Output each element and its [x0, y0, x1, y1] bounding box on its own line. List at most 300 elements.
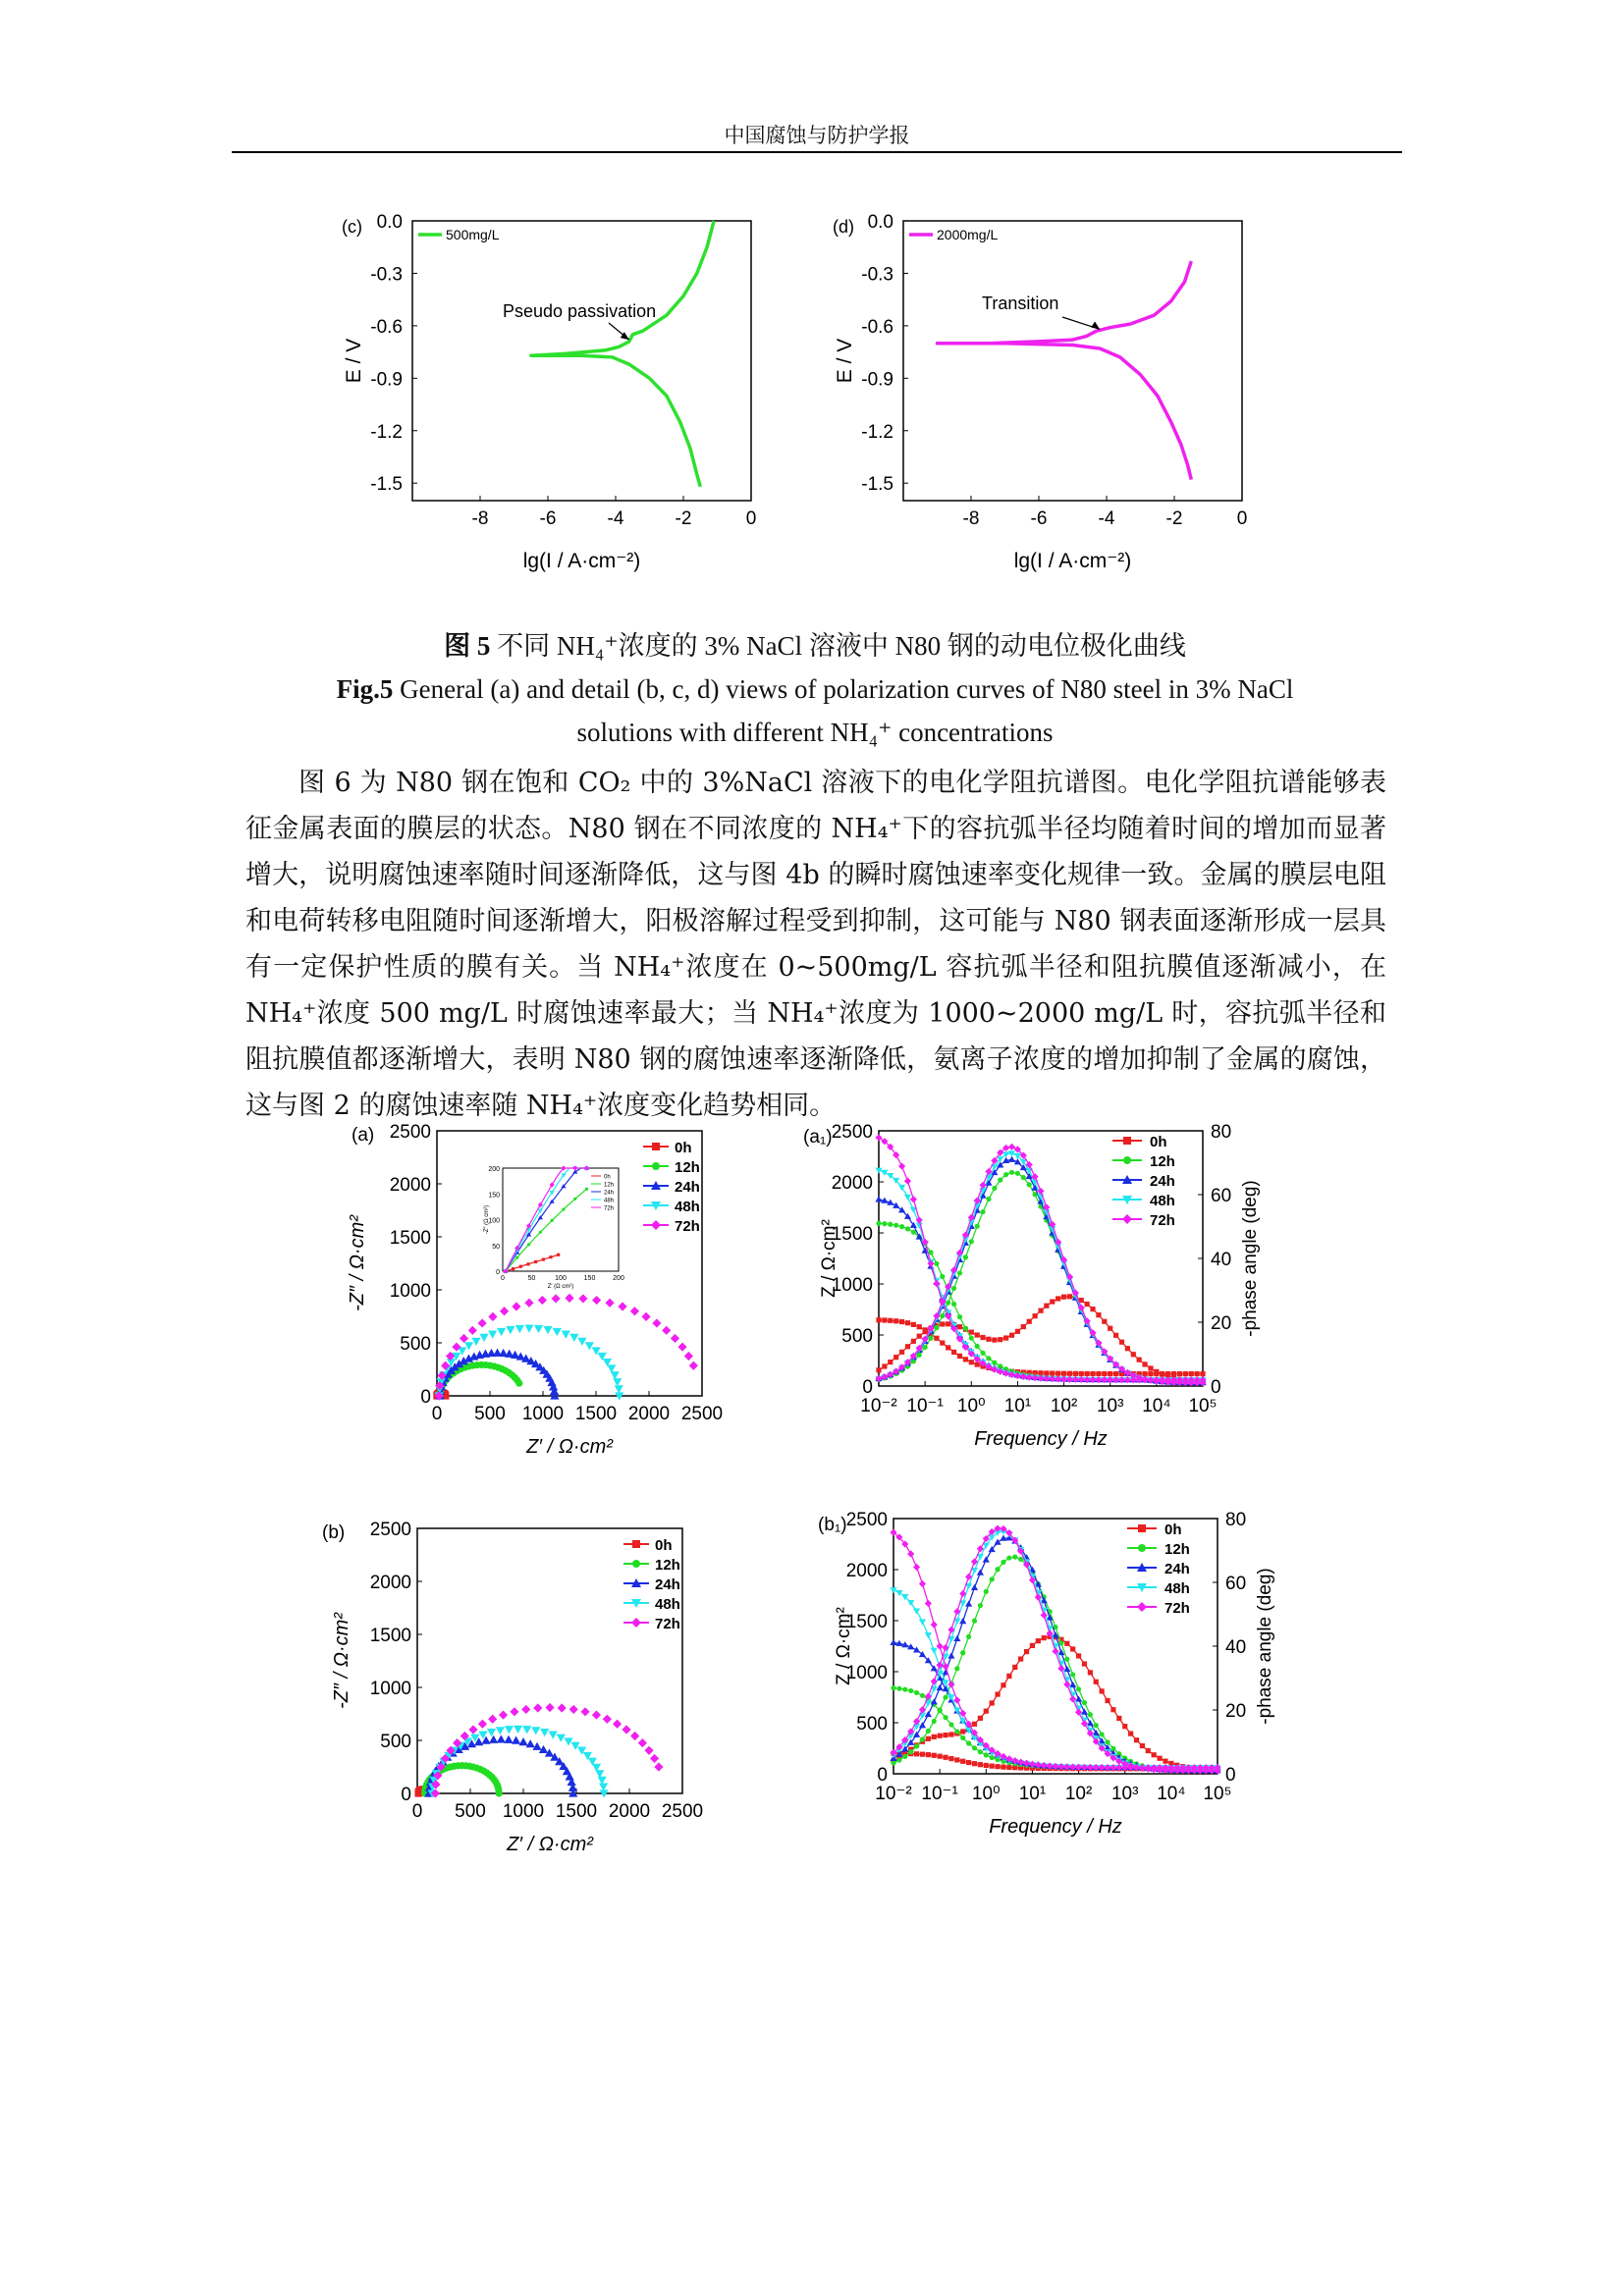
marker-square	[1033, 1313, 1038, 1318]
figure5-text-cn: 不同 NH₄⁺浓度的 3% NaCl 溶液中 N80 钢的动电位极化曲线	[497, 631, 1186, 661]
marker-triangle-down	[515, 1325, 524, 1333]
marker-triangle-down	[471, 1338, 480, 1346]
panel-label: (a₁)	[803, 1127, 833, 1148]
marker-diamond	[919, 1580, 926, 1587]
y-tick-label: 2500	[831, 1122, 873, 1143]
marker-diamond	[671, 1334, 679, 1343]
x-tick-label: -8	[962, 508, 980, 529]
marker-square	[1070, 1646, 1075, 1651]
marker-diamond	[500, 1307, 509, 1315]
marker-diamond	[947, 1681, 954, 1687]
legend-label: 12h	[655, 1557, 680, 1574]
inset-legend-label: 0h	[604, 1174, 611, 1181]
y-tick-label: 0	[877, 1765, 888, 1786]
marker-circle	[899, 1224, 904, 1229]
marker-square	[948, 1756, 953, 1761]
marker-triangle	[965, 1600, 972, 1606]
y-tick-label: 0	[401, 1785, 411, 1805]
marker-square	[975, 1332, 980, 1337]
marker-diamond	[654, 1762, 663, 1771]
y-tick-label: 0	[420, 1387, 431, 1408]
marker-diamond	[538, 1296, 547, 1305]
marker-circle	[972, 1745, 977, 1750]
marker-square	[549, 1255, 552, 1258]
marker-circle	[527, 1243, 530, 1246]
series-line-2000mg/L	[938, 261, 1192, 480]
y-tick-label: 0.0	[376, 212, 403, 233]
marker-circle	[946, 1300, 950, 1305]
y2-tick-label: 0	[1211, 1377, 1221, 1398]
y-tick-label: 2000	[389, 1175, 431, 1196]
annotation-arrowhead	[1091, 321, 1100, 329]
marker-circle	[984, 1589, 989, 1594]
marker-circle	[1070, 1672, 1075, 1677]
legend-label: 24h	[675, 1179, 700, 1196]
marker-square	[1128, 1731, 1133, 1735]
legend-label: 48h	[1150, 1193, 1175, 1209]
inset-y-tick: 50	[492, 1243, 500, 1251]
marker-square	[1105, 1698, 1110, 1703]
marker-square	[1024, 1649, 1029, 1654]
x-tick-label: 10²	[1050, 1396, 1078, 1416]
marker-square	[990, 1764, 995, 1769]
marker-circle	[963, 1255, 968, 1259]
y-tick-label: -1.2	[370, 421, 403, 443]
marker-square	[1154, 1369, 1159, 1374]
marker-circle	[986, 1197, 991, 1201]
x-tick-label: 10⁻¹	[921, 1784, 958, 1804]
marker-triangle-down	[898, 1185, 905, 1191]
marker-square	[911, 1322, 916, 1327]
marker-circle	[1003, 1172, 1008, 1177]
marker-square	[966, 1760, 971, 1765]
marker-circle	[1006, 1555, 1011, 1560]
x-tick-label: -4	[607, 508, 624, 529]
marker-diamond	[677, 1343, 686, 1352]
marker-square	[1056, 1371, 1060, 1376]
marker-square	[926, 1752, 931, 1757]
marker-circle	[926, 1729, 931, 1734]
marker-diamond	[512, 1302, 520, 1310]
marker-square	[1177, 1371, 1182, 1376]
marker-triangle	[526, 1739, 535, 1747]
marker-square	[960, 1759, 965, 1764]
marker-circle	[539, 1231, 542, 1234]
y-tick-label: 1000	[845, 1663, 888, 1683]
marker-square	[995, 1691, 1000, 1696]
y-tick-label: -1.5	[370, 474, 403, 496]
marker-circle	[1021, 1175, 1026, 1180]
marker-circle	[940, 1313, 945, 1318]
marker-square	[917, 1324, 922, 1329]
marker-circle	[551, 1219, 554, 1222]
marker-square	[980, 1335, 985, 1340]
marker-square	[914, 1751, 919, 1756]
marker-circle	[1088, 1712, 1093, 1717]
marker-circle	[957, 1314, 962, 1319]
marker-triangle-down	[562, 1331, 570, 1339]
marker-triangle	[937, 1684, 944, 1690]
marker-circle	[948, 1722, 953, 1727]
marker-circle	[980, 1209, 985, 1214]
marker-triangle-down	[904, 1195, 911, 1201]
x-tick-label: 10⁻¹	[906, 1396, 944, 1416]
y2-tick-label: 60	[1211, 1186, 1232, 1206]
marker-square	[1009, 1333, 1014, 1338]
y-tick-label: 2000	[831, 1173, 873, 1194]
marker-circle	[1064, 1657, 1069, 1662]
marker-triangle-down	[506, 1326, 514, 1334]
marker-triangle	[983, 1556, 990, 1562]
marker-triangle-down	[524, 1325, 533, 1333]
marker-square	[934, 1336, 939, 1341]
legend-label: 48h	[655, 1596, 680, 1613]
x-tick-label: 10⁻²	[860, 1396, 897, 1416]
y2-axis-label: -phase angle (deg)	[1255, 1568, 1275, 1725]
marker-diamond	[652, 1318, 661, 1327]
marker-square	[1142, 1362, 1147, 1366]
y-tick-label: 1000	[831, 1275, 873, 1296]
marker-diamond	[979, 1182, 986, 1189]
marker-circle	[975, 1224, 980, 1229]
marker-circle	[891, 1760, 895, 1765]
marker-circle	[1100, 1732, 1105, 1736]
legend-label: 72h	[1150, 1212, 1175, 1229]
marker-square	[632, 1540, 640, 1548]
legend-label: 72h	[675, 1218, 700, 1235]
marker-square	[1050, 1370, 1055, 1375]
marker-diamond	[603, 1715, 612, 1724]
marker-square	[882, 1317, 887, 1322]
marker-circle	[1082, 1700, 1087, 1705]
marker-circle	[908, 1688, 913, 1693]
marker-square	[1044, 1304, 1049, 1308]
x-tick-label: -2	[675, 508, 692, 529]
panel-label: (b)	[322, 1522, 346, 1543]
marker-triangle-down	[881, 1170, 888, 1176]
marker-square	[1094, 1680, 1099, 1684]
marker-circle	[652, 1162, 660, 1170]
chart-panel-b1	[810, 1507, 1321, 1880]
chart-panel-a	[334, 1119, 805, 1482]
marker-diamond	[521, 1705, 530, 1714]
marker-square	[882, 1363, 887, 1368]
y-tick-label: -0.6	[370, 316, 403, 338]
marker-circle	[888, 1222, 893, 1227]
marker-square	[1012, 1665, 1017, 1670]
marker-diamond	[613, 1720, 622, 1729]
marker-square	[526, 1262, 529, 1265]
marker-diamond	[478, 1318, 487, 1327]
y-tick-label: 500	[380, 1732, 411, 1752]
marker-triangle	[953, 1635, 960, 1641]
marker-circle	[1094, 1723, 1099, 1728]
marker-triangle-down	[540, 1729, 549, 1736]
marker-triangle-down	[613, 1378, 622, 1386]
marker-triangle-down	[569, 1334, 578, 1342]
x-tick-label: 0	[1236, 508, 1248, 529]
marker-circle	[951, 1286, 956, 1291]
marker-circle	[984, 1752, 989, 1757]
marker-circle	[1012, 1554, 1017, 1559]
panel-label: (c)	[342, 217, 362, 237]
marker-square	[888, 1318, 893, 1323]
marker-circle	[938, 1707, 943, 1712]
x-tick-label: 10⁵	[1203, 1784, 1232, 1804]
marker-square	[923, 1329, 928, 1334]
marker-circle	[1009, 1170, 1014, 1175]
x-tick-label: 0	[411, 1801, 423, 1822]
marker-circle	[963, 1326, 968, 1331]
marker-diamond	[644, 1746, 653, 1755]
marker-square	[1090, 1371, 1095, 1376]
marker-square	[1183, 1371, 1188, 1376]
marker-square	[1108, 1371, 1112, 1376]
x-tick-label: 10⁻²	[875, 1784, 912, 1804]
marker-diamond	[524, 1299, 533, 1308]
y-tick-label: 1500	[369, 1626, 411, 1646]
marker-square	[990, 1700, 995, 1705]
marker-square	[888, 1360, 893, 1364]
x-tick-label: 1500	[574, 1404, 618, 1424]
marker-diamond	[684, 1352, 693, 1361]
x-axis-label: Frequency / Hz	[974, 1428, 1108, 1450]
marker-circle	[998, 1177, 1002, 1182]
marker-circle	[972, 1619, 977, 1624]
marker-square	[893, 1318, 898, 1323]
marker-diamond	[1081, 1720, 1088, 1727]
figure5-caption-cn	[245, 630, 1384, 664]
x-tick-label: 10¹	[1018, 1784, 1047, 1804]
legend-label: 500mg/L	[446, 227, 500, 242]
marker-square	[1100, 1688, 1105, 1693]
inset-legend-label: 72h	[604, 1205, 615, 1212]
marker-square	[1119, 1340, 1124, 1345]
marker-square	[1064, 1641, 1069, 1646]
y-tick-label: 1500	[831, 1224, 873, 1245]
marker-circle	[1138, 1544, 1146, 1552]
marker-square	[1001, 1764, 1005, 1769]
marker-diamond	[898, 1162, 905, 1169]
marker-circle	[1076, 1686, 1081, 1691]
marker-square	[940, 1341, 945, 1346]
y-axis-label: -Z″ / Ω·cm²	[331, 1613, 352, 1709]
x-tick-label: 10³	[1110, 1784, 1139, 1804]
marker-circle	[923, 1345, 928, 1350]
x-tick-label: 1000	[521, 1404, 565, 1424]
marker-circle	[969, 1336, 974, 1341]
y-tick-label: 2500	[845, 1510, 888, 1530]
marker-triangle	[977, 1570, 984, 1575]
chart-panel-b	[314, 1517, 785, 1880]
y-tick-label: 500	[856, 1714, 888, 1735]
marker-square	[1163, 1759, 1167, 1764]
y-axis-label: E / V	[834, 338, 856, 384]
marker-circle	[515, 1380, 522, 1387]
marker-triangle	[1008, 1156, 1015, 1162]
marker-square	[1113, 1333, 1118, 1338]
marker-square	[1027, 1319, 1032, 1324]
marker-diamond	[631, 1618, 641, 1628]
marker-circle	[914, 1690, 919, 1695]
marker-circle	[940, 1274, 945, 1279]
marker-circle	[1015, 1171, 1020, 1176]
x-tick-label: 2500	[661, 1801, 704, 1822]
marker-diamond	[651, 1220, 661, 1230]
x-tick-label: 1500	[555, 1801, 598, 1822]
y-tick-label: 1500	[845, 1612, 888, 1632]
marker-square	[1157, 1756, 1162, 1761]
marker-triangle-down	[488, 1331, 497, 1339]
inset-legend-label: 48h	[604, 1198, 615, 1204]
marker-triangle	[518, 1737, 527, 1745]
figure5-caption-en-2	[245, 717, 1384, 750]
marker-square	[992, 1337, 997, 1342]
marker-square	[1015, 1329, 1020, 1334]
x-tick-label: -6	[1030, 508, 1048, 529]
marker-diamond	[488, 1312, 497, 1321]
marker-diamond	[925, 1692, 932, 1699]
marker-triangle	[959, 1618, 966, 1624]
marker-circle	[585, 1188, 588, 1191]
y-tick-label: -0.9	[370, 369, 403, 391]
marker-square	[1042, 1635, 1047, 1640]
marker-square	[1110, 1707, 1115, 1712]
marker-circle	[990, 1576, 995, 1581]
legend-label: 48h	[675, 1199, 700, 1215]
series-mod-12h	[879, 1223, 1203, 1380]
marker-square	[1067, 1294, 1072, 1299]
y2-tick-label: 40	[1211, 1250, 1232, 1270]
marker-triangle	[497, 1735, 506, 1742]
inset-legend-label: 12h	[604, 1182, 615, 1189]
panel-label: (b₁)	[818, 1515, 847, 1535]
legend-label: 2000mg/L	[937, 227, 999, 242]
x-axis-label: Z′ / Ω·cm²	[526, 1436, 613, 1458]
y-tick-label: 1000	[369, 1679, 411, 1699]
y-axis-label: Z / Ω·cm²	[834, 1607, 854, 1685]
figure5-caption-en	[245, 673, 1384, 707]
legend-label: 0h	[1150, 1134, 1167, 1150]
marker-circle	[914, 1743, 919, 1748]
marker-circle	[515, 1256, 518, 1259]
y-tick-label: -1.2	[861, 421, 893, 443]
marker-diamond	[618, 1302, 626, 1310]
marker-triangle-down	[505, 1726, 514, 1734]
y-axis-label: -Z″ / Ω·cm²	[347, 1215, 368, 1311]
marker-diamond	[907, 1550, 914, 1557]
x-tick-label: 10⁵	[1188, 1396, 1218, 1416]
x-tick-label: -2	[1165, 508, 1183, 529]
marker-square	[975, 1362, 980, 1366]
marker-circle	[876, 1221, 881, 1226]
y-tick-label: 2000	[369, 1573, 411, 1593]
marker-triangle-down	[514, 1726, 522, 1734]
marker-circle	[1058, 1640, 1063, 1645]
x-axis-label: Frequency / Hz	[989, 1816, 1122, 1838]
marker-circle	[934, 1325, 939, 1330]
marker-square	[652, 1143, 660, 1150]
marker-diamond	[910, 1196, 917, 1202]
marker-square	[1195, 1371, 1200, 1376]
marker-circle	[951, 1302, 956, 1307]
marker-triangle-down	[464, 1342, 473, 1350]
marker-triangle-down	[585, 1342, 594, 1350]
marker-diamond	[558, 1703, 567, 1712]
marker-triangle-down	[531, 1727, 540, 1735]
marker-square	[972, 1722, 977, 1727]
marker-diamond	[689, 1362, 698, 1370]
y-tick-label: 500	[841, 1326, 873, 1347]
marker-circle	[934, 1261, 939, 1266]
marker-square	[948, 1732, 953, 1736]
inset-y-tick: 200	[488, 1166, 500, 1173]
marker-triangle-down	[564, 1737, 572, 1745]
marker-circle	[966, 1634, 971, 1639]
marker-square	[978, 1716, 983, 1721]
inset-y-label: -Z″ (Ω cm²)	[484, 1204, 490, 1235]
marker-circle	[1123, 1156, 1131, 1164]
panel-label: (a)	[352, 1125, 375, 1146]
y2-tick-label: 20	[1225, 1701, 1247, 1722]
marker-square	[534, 1260, 537, 1263]
marker-square	[1171, 1371, 1176, 1376]
marker-square	[951, 1350, 956, 1355]
marker-circle	[986, 1356, 991, 1361]
marker-circle	[911, 1230, 916, 1235]
y-tick-label: 0	[862, 1377, 873, 1398]
marker-square	[1006, 1765, 1011, 1770]
marker-square	[954, 1757, 959, 1762]
y-tick-label: 1500	[389, 1228, 431, 1249]
y-tick-label: -1.5	[861, 474, 893, 496]
inset-y-tick: 150	[488, 1192, 500, 1200]
y2-tick-label: 40	[1225, 1637, 1247, 1658]
y2-tick-label: 80	[1225, 1510, 1247, 1530]
figure5-text-en-2: solutions with different NH₄⁺ concentrations	[576, 718, 1054, 747]
marker-diamond	[533, 1703, 542, 1712]
marker-diamond	[641, 1312, 650, 1321]
marker-circle	[920, 1736, 925, 1741]
marker-triangle	[512, 1736, 520, 1744]
marker-square	[920, 1752, 925, 1757]
marker-diamond	[913, 1564, 920, 1571]
marker-square	[943, 1755, 947, 1760]
legend-label: 72h	[1164, 1600, 1190, 1617]
marker-diamond	[592, 1296, 601, 1305]
y-axis-label: Z / Ω·cm²	[819, 1219, 839, 1298]
marker-triangle	[931, 1698, 938, 1704]
marker-diamond	[650, 1754, 659, 1763]
y-tick-label: -0.3	[861, 264, 893, 286]
marker-square	[557, 1254, 560, 1256]
marker-triangle-down	[913, 1608, 920, 1614]
marker-diamond	[1032, 1173, 1039, 1180]
marker-circle	[978, 1749, 983, 1754]
marker-square	[1189, 1371, 1194, 1376]
inset-x-tick: 0	[501, 1275, 505, 1282]
marker-square	[986, 1337, 991, 1342]
marker-circle	[632, 1560, 640, 1568]
marker-square	[1085, 1371, 1090, 1376]
marker-square	[1088, 1670, 1093, 1675]
marker-square	[1200, 1371, 1205, 1376]
marker-triangle-down	[534, 1325, 543, 1333]
marker-circle	[975, 1344, 980, 1349]
marker-circle	[954, 1666, 959, 1671]
marker-square	[1138, 1524, 1146, 1532]
x-tick-label: 1000	[502, 1801, 545, 1822]
